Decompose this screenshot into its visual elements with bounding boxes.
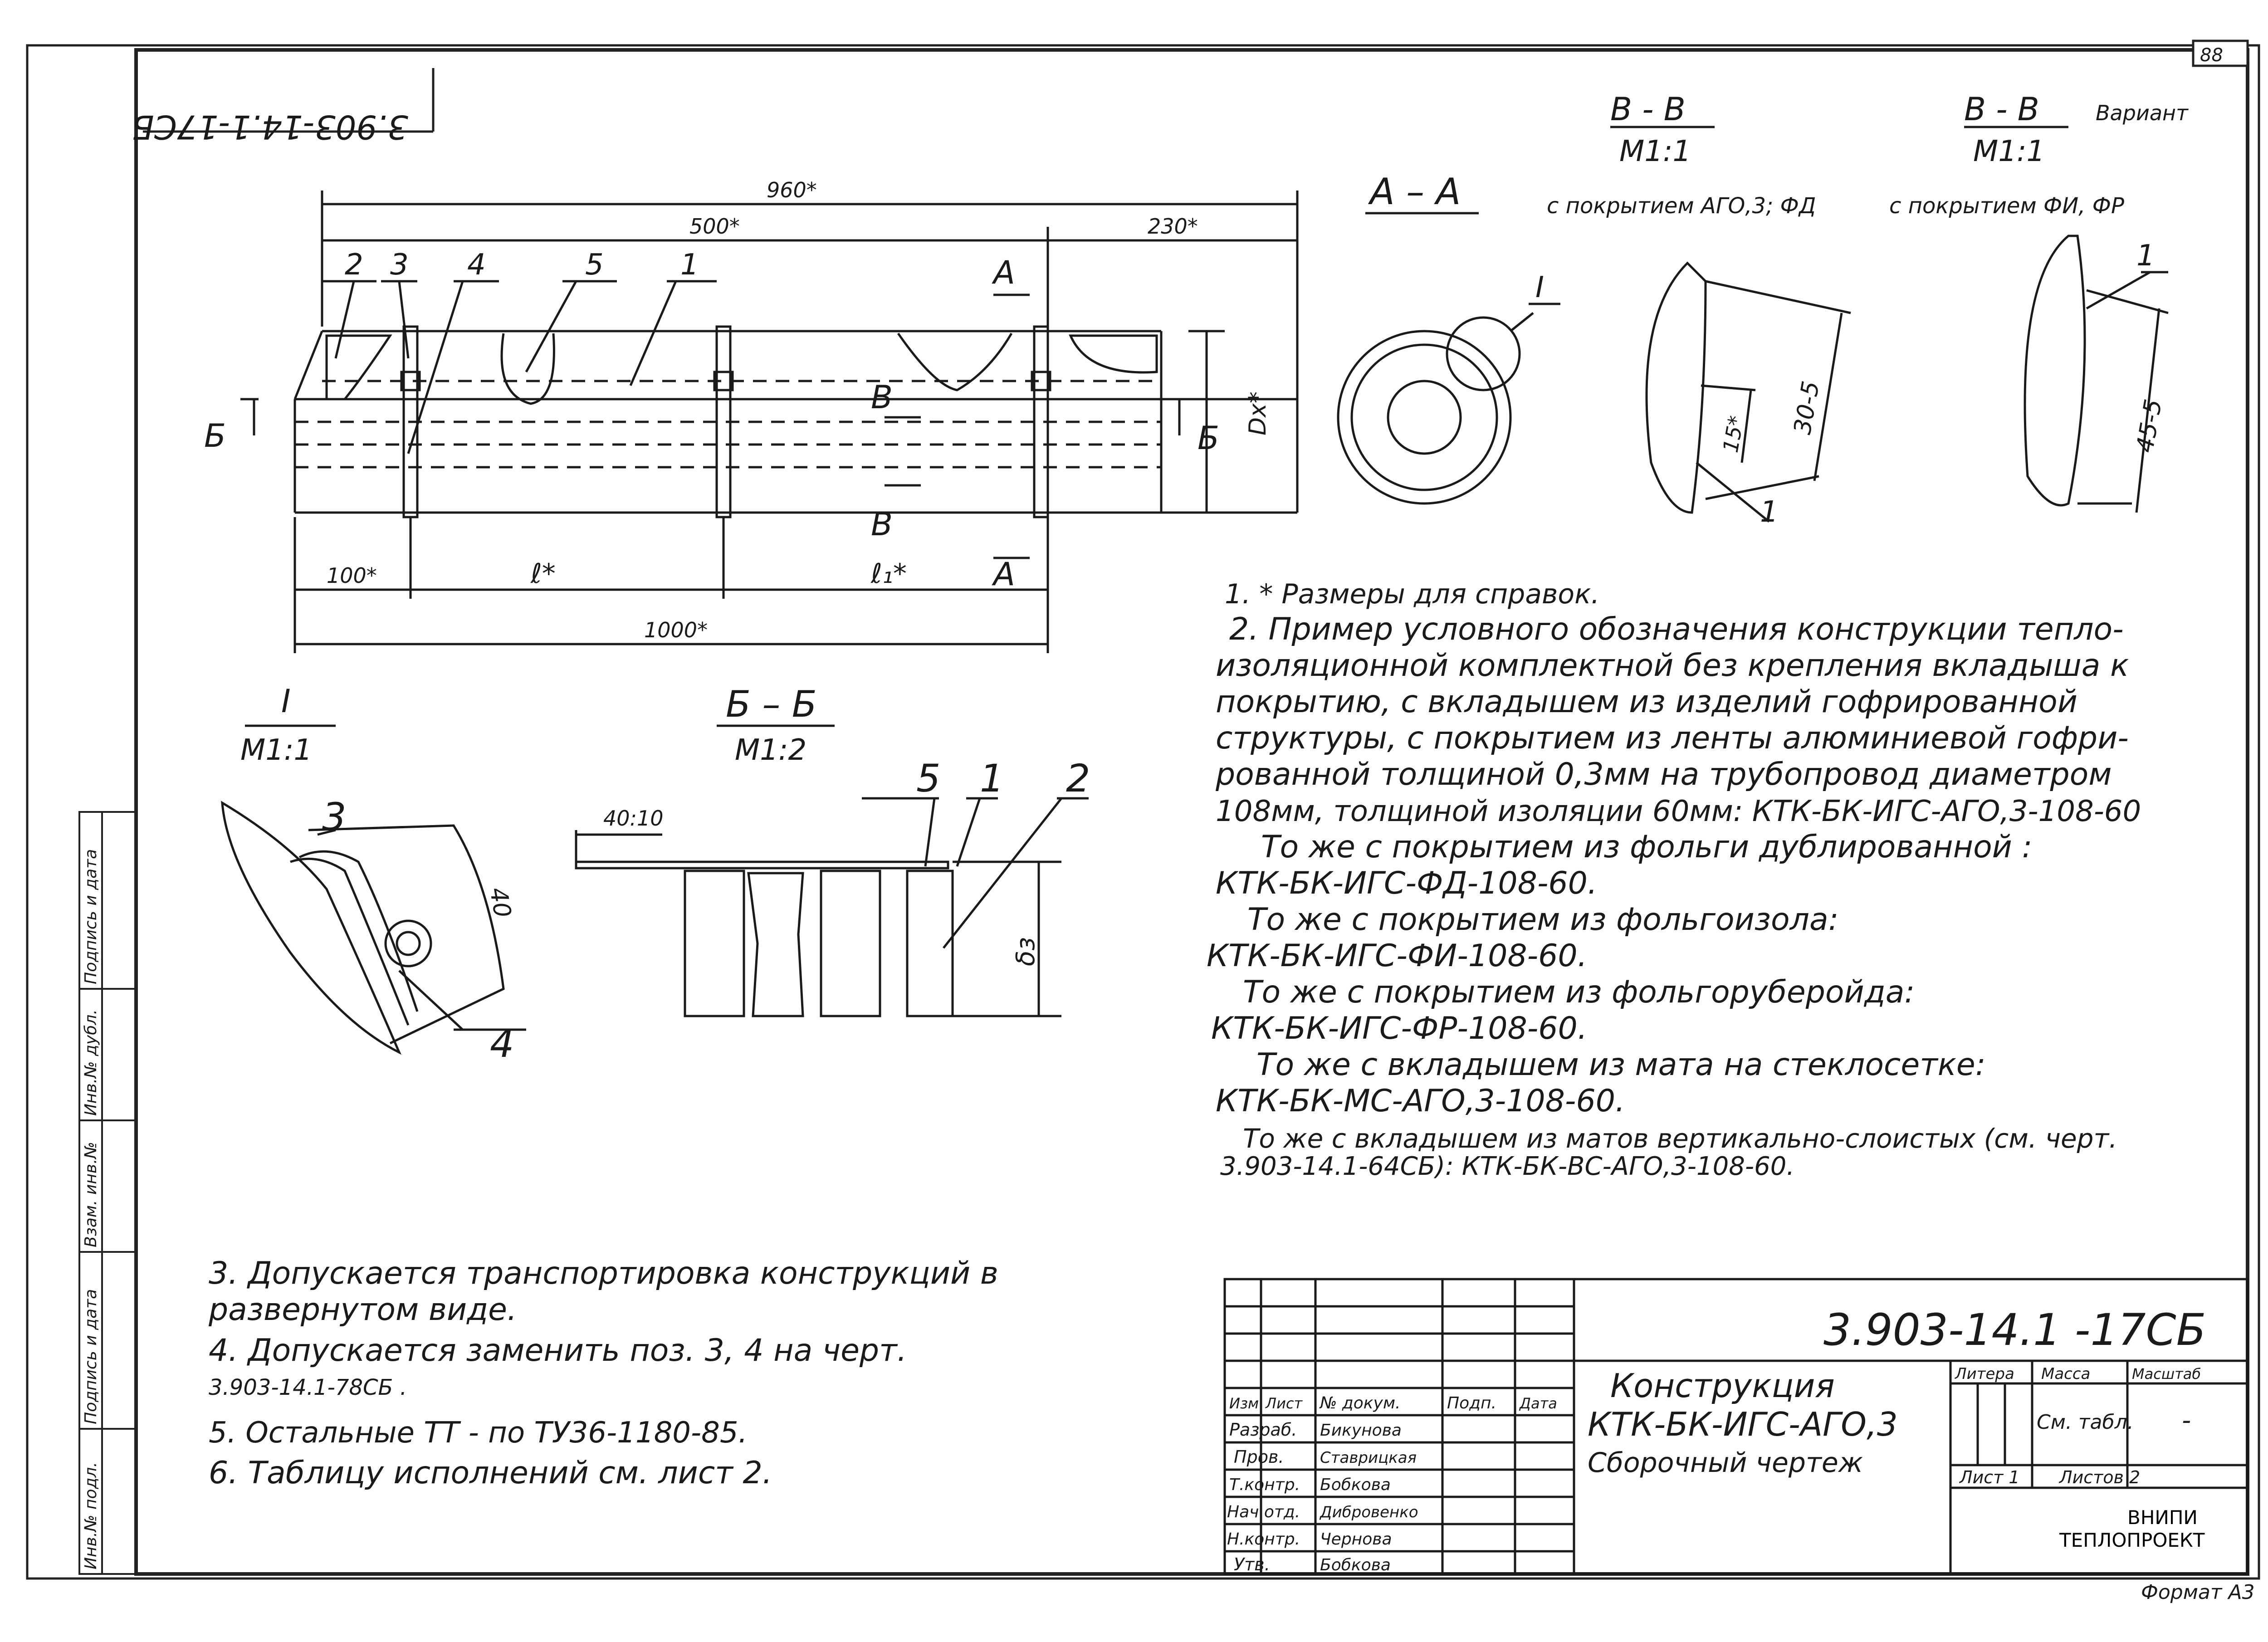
note-line: КТК-БК-ИГС-ФР-108-60. xyxy=(1211,1011,1588,1046)
pos-3: 3 xyxy=(390,248,409,282)
section-vv-note: с покрытием АГО,3; ФД xyxy=(1547,193,1816,219)
detail-1 xyxy=(222,726,526,1052)
stamp-inv-dubl: Инв.№ дубл. xyxy=(82,1009,100,1116)
sheet-number: 88 xyxy=(2200,45,2223,66)
row-name: Бобкова xyxy=(1320,1476,1391,1494)
mark-b-right: Б xyxy=(1198,420,1220,457)
note-line: рованной толщиной 0,3мм на трубопровод диаметром xyxy=(1216,757,2112,792)
drawing-code: 3.903-14.1 -17СБ xyxy=(1823,1305,2206,1355)
note-line: 1. * Размеры для справок. xyxy=(1225,578,1600,610)
row-name: Бикунова xyxy=(1320,1421,1402,1440)
format-label: Формат А3 xyxy=(2141,1581,2255,1604)
stamp-inv-podl: Инв.№ подл. xyxy=(82,1462,100,1569)
row-name: Дибровенко xyxy=(1320,1503,1418,1521)
dim-1000: 1000* xyxy=(644,618,708,642)
row-role: Т.контр. xyxy=(1229,1476,1300,1494)
note-line: 108мм, толщиной изоляции 60мм: КТК-БК-ИГС-АГО,3-108-60 xyxy=(1216,795,2141,828)
note-line: изоляционной комплектной без крепления вкладыша к xyxy=(1216,648,2129,684)
note-line: 4. Допускается заменить поз. 3, 4 на черт. xyxy=(209,1333,907,1368)
notes-right xyxy=(1207,578,2141,1181)
header-list: Лист xyxy=(1266,1395,1303,1412)
title-line-2: КТК-БК-ИГС-АГО,3 xyxy=(1588,1405,1898,1443)
header-podp: Подп. xyxy=(1447,1394,1496,1412)
row-role: Нач.отд. xyxy=(1227,1503,1300,1521)
section-bb-pos2: 2 xyxy=(1066,756,1090,801)
stamp-vzam: Взам. инв.№ xyxy=(82,1142,100,1247)
note-line: То же с вкладышем из мата на стеклосетке: xyxy=(1256,1047,1986,1083)
variant-pos: 1 xyxy=(2136,239,2155,273)
listov-label: Листов 2 xyxy=(2059,1467,2141,1487)
detail-1-dim: 40 xyxy=(484,885,516,920)
detail-1-pos4: 4 xyxy=(490,1021,514,1066)
massa-value: См. табл. xyxy=(2037,1411,2134,1434)
note-line: структуры, с покрытием из ленты алюминиевой гофри- xyxy=(1216,720,2129,756)
header-dokum: № докум. xyxy=(1320,1394,1401,1412)
row-name: Ставрицкая xyxy=(1320,1449,1417,1467)
section-vv-scale: М1:1 xyxy=(1619,135,1691,168)
note-line: развернутом виде. xyxy=(209,1292,517,1328)
variant-scale: М1:1 xyxy=(1973,135,2045,168)
section-bb-dim40: 40:10 xyxy=(603,806,664,831)
section-vv-variant xyxy=(1964,127,2168,513)
mirrored-code: 3.903-14.1-17СБ xyxy=(132,108,408,146)
org-line-1: ВНИПИ xyxy=(2127,1506,2198,1529)
variant-label: Вариант xyxy=(2096,101,2188,125)
row-name: Бобкова xyxy=(1320,1556,1391,1574)
title-line-3: Сборочный чертеж xyxy=(1588,1447,1863,1479)
dim-960: 960* xyxy=(767,178,817,202)
title-block-text xyxy=(1227,1305,2206,1574)
mark-a-bottom: А xyxy=(993,556,1015,593)
pos-5: 5 xyxy=(585,248,604,282)
pos-1: 1 xyxy=(680,248,699,282)
row-name: Чернова xyxy=(1320,1530,1392,1549)
note-line: КТК-БК-ИГС-ФИ-108-60. xyxy=(1207,938,1588,974)
massa-label: Масса xyxy=(2041,1365,2091,1383)
pos-2: 2 xyxy=(345,248,363,282)
note-line: 6. Таблицу исполнений см. лист 2. xyxy=(209,1455,772,1491)
title-line-1: Конструкция xyxy=(1610,1367,1835,1405)
note-line: То же с покрытием из фольги дублированной : xyxy=(1261,829,2033,865)
side-stamp xyxy=(79,812,136,1574)
notes-left xyxy=(208,1256,998,1491)
mark-a-top: А xyxy=(993,254,1015,291)
dim-dx: Dx* xyxy=(1244,391,1271,435)
section-bb xyxy=(576,726,1089,1016)
org-line-2: ТЕПЛОПРОЕКТ xyxy=(2059,1529,2205,1551)
section-vv-title: В - В xyxy=(1610,91,1686,128)
section-bb-delta: δз xyxy=(1011,937,1041,966)
note-line: 3.903-14.1-78СБ . xyxy=(209,1375,407,1400)
note-line: 3. Допускается транспортировка конструкций в xyxy=(209,1256,998,1291)
stamp-podpis-2: Подпись и дата xyxy=(82,849,100,984)
row-role: Разраб. xyxy=(1229,1420,1297,1440)
dim-l1: ℓ₁* xyxy=(871,558,907,590)
mark-v-top: В xyxy=(871,379,893,416)
litera-label: Литера xyxy=(1955,1365,2014,1383)
mark-v-bottom: В xyxy=(871,506,893,543)
detail-1-title: I xyxy=(281,683,291,720)
row-role: Н.контр. xyxy=(1227,1530,1300,1549)
row-role: Утв. xyxy=(1234,1554,1270,1574)
dim-230: 230* xyxy=(1148,214,1198,239)
note-line: 2. Пример условного обозначения конструкции тепло- xyxy=(1229,611,2124,647)
note-line: То же с покрытием из фольгоруберойда: xyxy=(1243,974,1915,1010)
section-aa xyxy=(1338,213,1560,503)
dim-500: 500* xyxy=(689,214,740,239)
note-line: КТК-БК-МС-АГО,3-108-60. xyxy=(1216,1083,1625,1119)
dim-l: ℓ* xyxy=(531,558,556,590)
note-line: покрытию, с вкладышем из изделий гофрированной xyxy=(1216,684,2077,720)
mirrored-code-box xyxy=(132,68,433,146)
header-izm: Изм xyxy=(1229,1395,1259,1412)
dim-100: 100* xyxy=(327,563,377,588)
header-data: Дата xyxy=(1520,1395,1557,1412)
variant-title: В - В xyxy=(1964,91,2039,128)
note-line: То же с вкладышем из матов вертикально-слоистых (см. черт. xyxy=(1243,1123,2117,1154)
pos-4: 4 xyxy=(467,248,486,282)
section-bb-title: Б – Б xyxy=(726,683,817,725)
section-vv-dim30: 30-5 xyxy=(1789,379,1825,437)
main-view-text xyxy=(204,178,1271,642)
variant-note: с покрытием ФИ, ФР xyxy=(1889,193,2124,219)
section-vv xyxy=(1610,127,1851,522)
section-vv-pos: 1 xyxy=(1760,495,1779,529)
detail-1-scale: М1:1 xyxy=(240,733,313,767)
list-label: Лист 1 xyxy=(1960,1467,2020,1487)
mark-b-left: Б xyxy=(204,417,226,454)
section-bb-pos5: 5 xyxy=(916,756,941,801)
stamp-podpis-1: Подпись и дата xyxy=(82,1289,100,1424)
row-role: Пров. xyxy=(1234,1447,1284,1467)
note-line: То же с покрытием из фольгоизола: xyxy=(1247,902,1839,938)
detail-1-pos3: 3 xyxy=(322,795,347,839)
section-aa-callout: I xyxy=(1535,271,1544,304)
note-line: 5. Остальные ТТ - по ТУ36-1180-85. xyxy=(209,1416,748,1450)
section-vv-dim15: 15* xyxy=(1718,414,1749,454)
masshtab-value: - xyxy=(2182,1406,2191,1435)
masshtab-label: Масштаб xyxy=(2132,1365,2201,1383)
note-line: КТК-БК-ИГС-ФД-108-60. xyxy=(1216,865,1598,901)
note-line: 3.903-14.1-64СБ): КТК-БК-ВС-АГО,3-108-60. xyxy=(1220,1152,1795,1181)
section-aa-title: А – А xyxy=(1370,171,1461,213)
section-bb-scale: М1:2 xyxy=(735,733,807,767)
section-bb-pos1: 1 xyxy=(980,756,1004,801)
variant-dim: 45-5 xyxy=(2131,397,2168,455)
